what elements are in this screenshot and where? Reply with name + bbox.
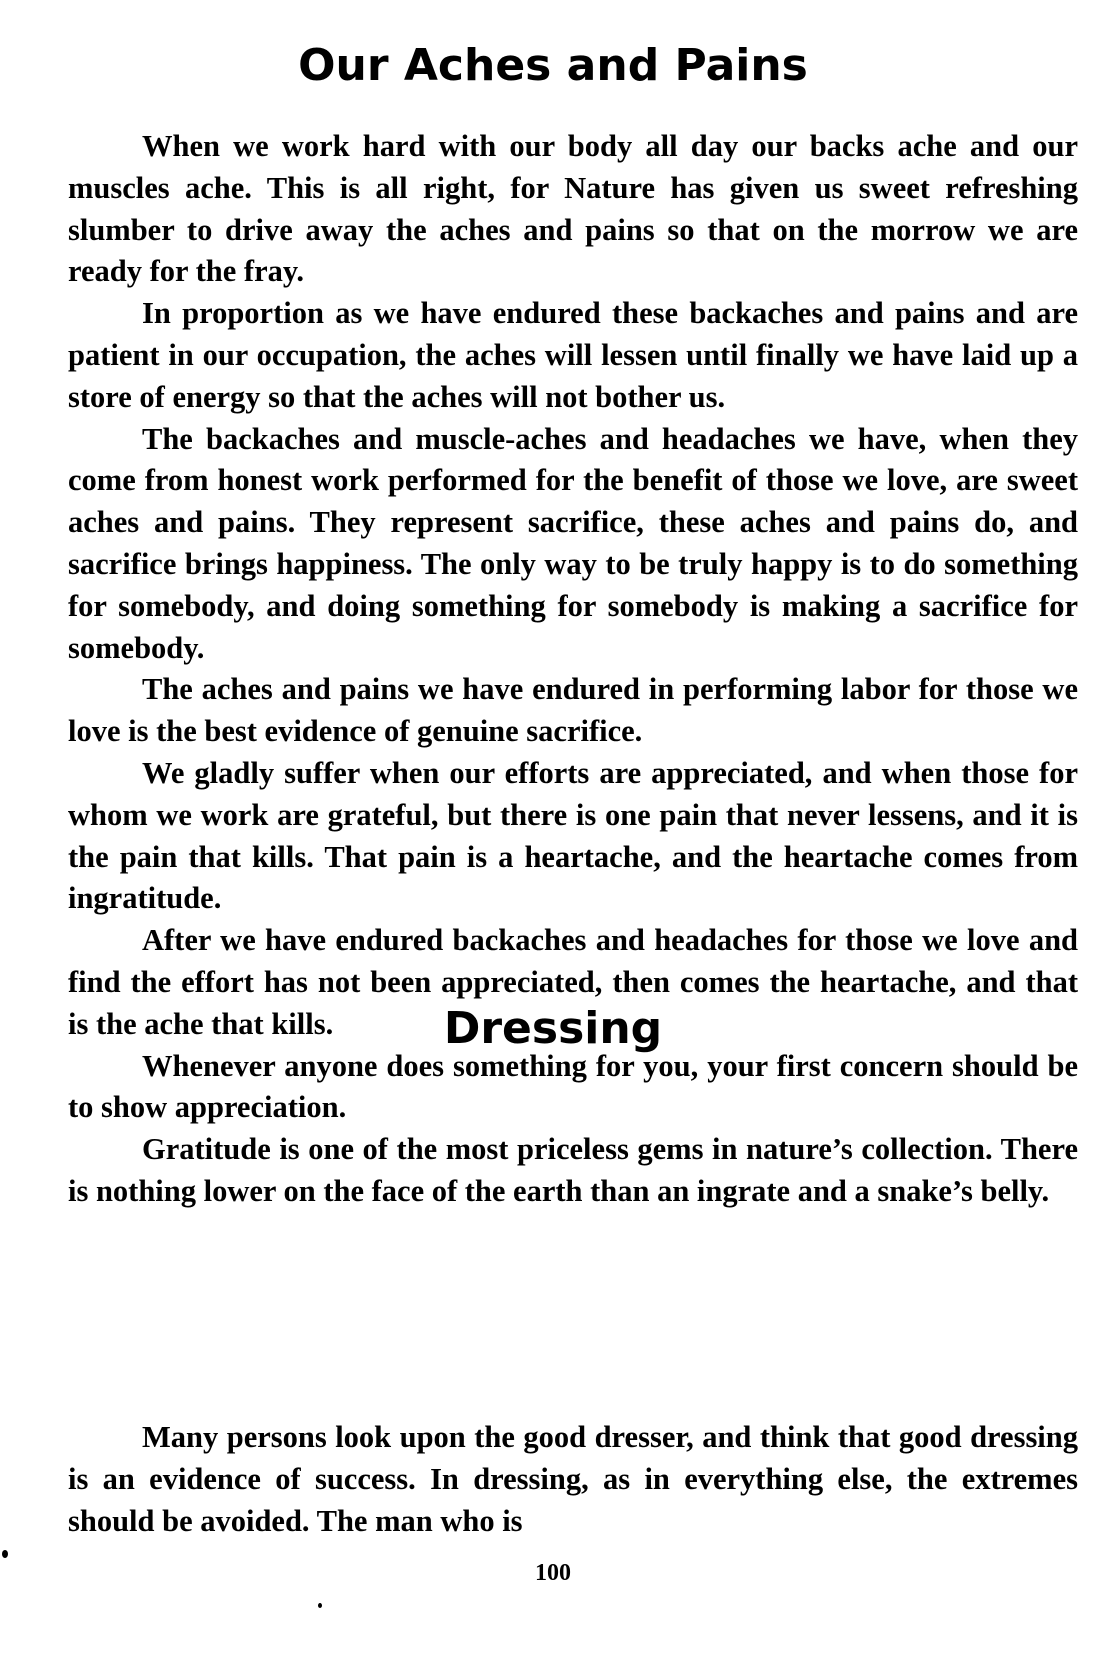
paragraph: After we have endured backaches and headaches for those we love and find the effort has not been appreciated, then comes the heartache, and that is the ache that kills.: [68, 923, 1078, 1041]
paragraph: The backaches and muscle-aches and headaches we have, when they come from honest work performed for the benefit of those we love, are sweet aches and pains. They represent sacrifice, these aches and pains do, and sacrifice brings happiness. The only way to be truly happy is to do something for somebody, and doing something for somebody is making a sacrifice for somebody.: [68, 421, 1078, 665]
ink-speck: [318, 1603, 322, 1608]
paragraph: Gratitude is one of the most priceless gems in nature’s collection. There is nothing lower on the face of the earth than an ingrate and a snake’s belly.: [68, 1132, 1078, 1208]
paragraph: When we work hard with our body all day our backs ache and our muscles ache. This is all right, for Nature has given us sweet refreshing slumber to drive away the aches and pains so that on the morrow we are ready for the fray.: [68, 129, 1078, 289]
paragraph: We gladly suffer when our efforts are appreciated, and when those for whom we work are grateful, but there is one pain that never lessens, and it is the pain that kills. That pain is a heartache, and the heartache comes from ingratitude.: [68, 755, 1078, 916]
paragraph: Whenever anyone does something for you, your first concern should be to show appreciation.: [68, 1048, 1078, 1125]
paragraph: The aches and pains we have endured in performing labor for those we love is the best evidence of genuine sacrifice.: [68, 672, 1078, 749]
ink-speck: [2, 1550, 8, 1558]
section-title-dressing: Dressing: [443, 1003, 663, 1054]
section-title-aches-and-pains: Our Aches and Pains: [298, 40, 808, 91]
page-number: 100: [535, 1560, 571, 1586]
paragraph: Many persons look upon the good dresser, and think that good dressing is an evidence of success. In dressing, as in everything else, the extremes should be avoided. The man who is: [68, 1420, 1078, 1538]
section-body-dressing: [68, 1417, 1078, 1542]
paragraph: In proportion as we have endured these backaches and pains and are patient in our occupation, the aches will lessen until finally we have laid up a store of energy so that the aches will not bother us.: [68, 296, 1078, 414]
